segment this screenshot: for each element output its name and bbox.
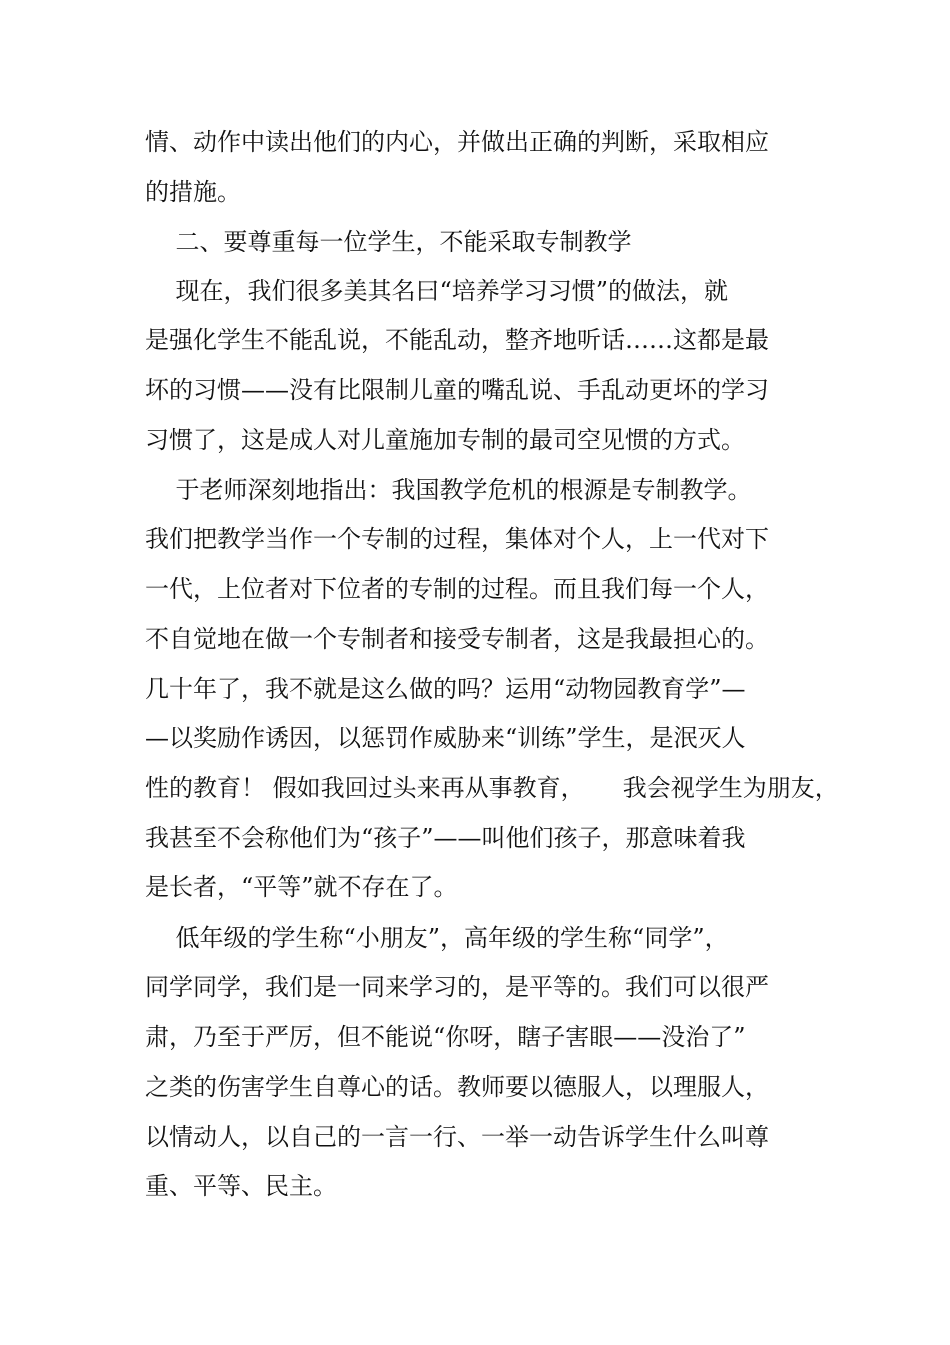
text-line: 低年级的学生称“小朋友”，高年级的学生称“同学”，: [145, 924, 729, 952]
text-line: 我甚至不会称他们为“孩子”——叫他们孩子，那意味着我: [145, 824, 746, 852]
text-line: 的措施。: [145, 178, 241, 206]
text-line: 同学同学，我们是一同来学习的，是平等的。我们可以很严: [145, 973, 769, 1001]
text-line: 现在，我们很多美其名曰“培养学习习惯”的做法，就: [145, 277, 729, 305]
section-heading: 二、要尊重每一位学生，不能采取专制教学: [145, 228, 632, 256]
text-line: 之类的伤害学生自尊心的话。教师要以德服人，以理服人，: [145, 1073, 769, 1101]
text-line: 以情动人，以自己的一言一行、一举一动告诉学生什么叫尊: [145, 1123, 769, 1151]
text-line: 我们把教学当作一个专制的过程，集体对个人，上一代对下: [145, 525, 769, 553]
text-line: 几十年了，我不就是这么做的吗？运用“动物园教育学”—: [145, 675, 746, 703]
text-line: 习惯了，这是成人对儿童施加专制的最司空见惯的方式。: [145, 426, 745, 454]
text-line: 情、动作中读出他们的内心，并做出正确的判断，采取相应: [145, 128, 769, 156]
text-line: 坏的习惯——没有比限制儿童的嘴乱说、手乱动更坏的学习: [145, 376, 769, 404]
text-line: 是长者，“平等”就不存在了。: [145, 873, 458, 901]
text-line: 于老师深刻地指出：我国教学危机的根源是专制教学。: [145, 476, 752, 504]
text-line: 一代，上位者对下位者的专制的过程。而且我们每一个人，: [145, 575, 769, 603]
text-line: —以奖励作诱因，以惩罚作威胁来“训练”学生，是泯灭人: [145, 724, 746, 752]
text-line: 不自觉地在做一个专制者和接受专制者，这是我最担心的。: [145, 625, 769, 653]
text-line: 肃，乃至于严厉，但不能说“你呀，瞎子害眼——没治了”: [145, 1023, 746, 1051]
text-line: 性的教育！ 假如我回过头来再从事教育， 我会视学生为朋友，: [145, 774, 839, 802]
text-line: 重、平等、民主。: [145, 1172, 337, 1200]
text-line: 是强化学生不能乱说，不能乱动，整齐地听话……这都是最: [145, 326, 769, 354]
